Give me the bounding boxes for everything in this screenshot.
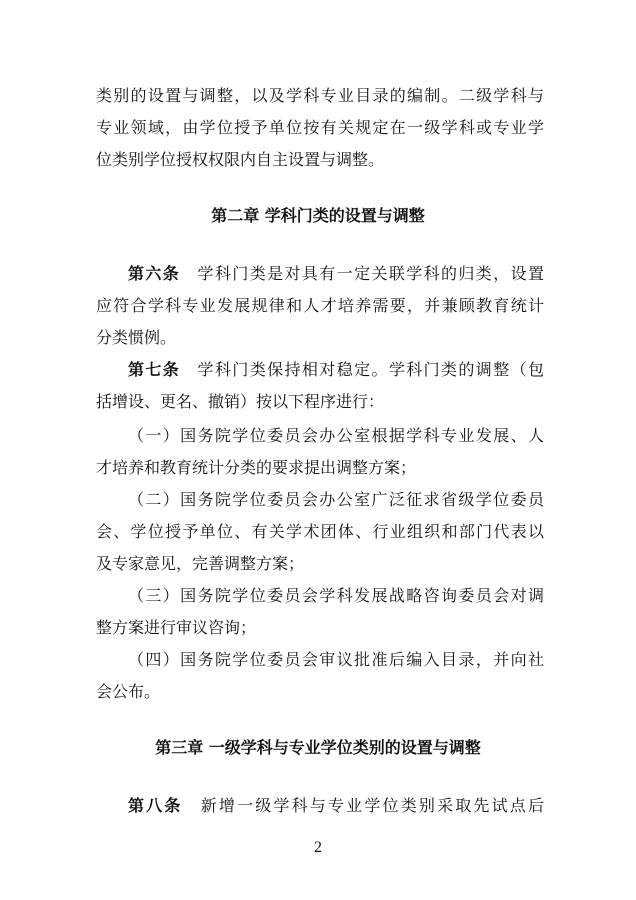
intro-line-2: 专业领域，由学位授予单位按有关规定在一级学科或专业学 — [96, 118, 544, 137]
item-4-line-2: 会公布。 — [96, 682, 161, 701]
article-7-text-1: 学科门类保持相对稳定。学科门类的调整（包 — [196, 360, 544, 379]
item-4-line-1: （四）国务院学位委员会审议批准后编入目录，并向社 — [128, 650, 544, 669]
chapter-3-heading: 第三章 一级学科与专业学位类别的设置与调整 — [155, 738, 481, 757]
intro-line-1: 类别的设置与调整，以及学科专业目录的编制。二级学科与 — [96, 86, 544, 105]
article-7-line-2: 括增设、更名、撤销）按以下程序进行： — [96, 392, 385, 411]
article-6-line-1 — [128, 264, 544, 284]
article-8-text-1: 新增一级学科与专业学位类别采取先试点后 — [198, 796, 544, 815]
item-2-line-1: （二）国务院学位委员会办公室广泛征求省级学位委员 — [128, 490, 544, 509]
item-1-line-2: 才培养和教育统计分类的要求提出调整方案； — [96, 458, 417, 477]
item-2-line-2: 会、学位授予单位、有关学术团体、行业组织和部门代表以 — [96, 522, 544, 541]
article-7-label: 第七条 — [128, 360, 181, 379]
article-6-text-1: 学科门类是对具有一定关联学科的归类，设置 — [196, 264, 544, 283]
item-2-line-3: 及专家意见，完善调整方案； — [96, 554, 305, 573]
article-6-label: 第六条 — [128, 264, 181, 283]
chapter-2-heading: 第二章 学科门类的设置与调整 — [211, 206, 425, 225]
article-6-line-3: 分类惯例。 — [96, 328, 177, 347]
item-3-line-2: 整方案进行审议咨询； — [96, 618, 257, 637]
item-3-line-1: （三）国务院学位委员会学科发展战略咨询委员会对调 — [128, 586, 544, 605]
article-8-label: 第八条 — [128, 796, 183, 815]
item-1-line-1: （一）国务院学位委员会办公室根据学科专业发展、人 — [128, 426, 544, 445]
article-7-line-1 — [128, 360, 544, 380]
page-number: 2 — [314, 839, 322, 856]
intro-line-3: 位类别学位授权权限内自主设置与调整。 — [96, 150, 385, 169]
article-6-line-2: 应符合学科专业发展规律和人才培养需要，并兼顾教育统计 — [96, 296, 544, 315]
article-8-line-1 — [128, 796, 544, 816]
